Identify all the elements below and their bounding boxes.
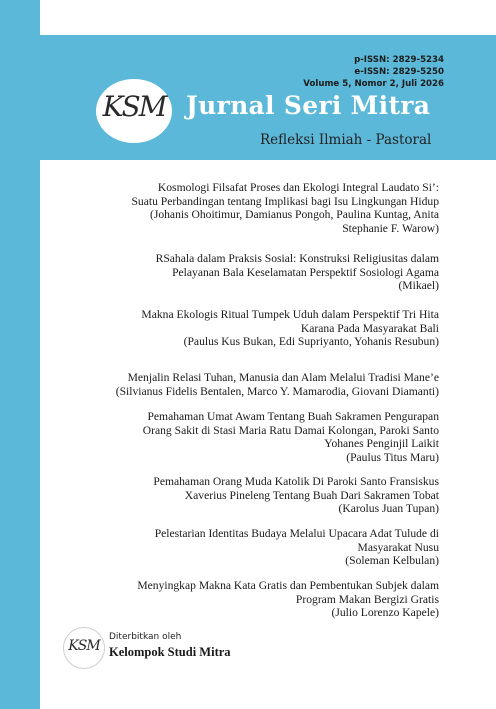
article-title: Pemahaman Umat Awam Tentang Buah Sakramen Pengurapan bbox=[147, 410, 439, 423]
article-title: Orang Sakit di Stasi Maria Ratu Damai Kolongan, Paroki Santo bbox=[142, 423, 439, 437]
article-title: Menjalin Relasi Tuhan, Manusia dan Alam Melalui Tradisi Mane’e bbox=[127, 371, 439, 384]
article-authors: (Paulus Titus Maru) bbox=[346, 450, 439, 464]
journal-subtitle: Refleksi Ilmiah - Pastoral bbox=[260, 132, 432, 148]
article-title: Kosmologi Filsafat Proses dan Ekologi Integral Laudato Si’: bbox=[157, 181, 439, 194]
article-title: Makna Ekologis Ritual Tumpek Uduh dalam Perspektif Tri Hita bbox=[141, 308, 439, 321]
journal-title: Jurnal Seri Mitra bbox=[186, 91, 431, 120]
article-title: Menyingkap Makna Kata Gratis dan Pembentukan Subjek dalam bbox=[137, 579, 439, 592]
article-entry bbox=[55, 579, 439, 620]
article-title: RSahala dalam Praksis Sosial: Konstruksi Religiusitas dalam bbox=[155, 252, 439, 265]
article-title: Suatu Perbandingan tentang Implikasi bagi Isu Lingkungan Hidup bbox=[131, 194, 439, 208]
article-entry bbox=[55, 252, 439, 293]
article-title: Karana Pada Masyarakat Bali bbox=[300, 321, 439, 335]
article-title: Pelayanan Bala Keselamatan Perspektif Sosiologi Agama bbox=[172, 265, 439, 279]
article-entry bbox=[55, 527, 439, 568]
article-title: Yohanes Penginjil Laikit bbox=[324, 437, 439, 451]
article-authors: (Paulus Kus Bukan, Edi Supriyanto, Yohanis Resubun) bbox=[183, 335, 439, 349]
article-title: Program Makan Bergizi Gratis bbox=[295, 592, 439, 606]
article-entry bbox=[55, 410, 439, 464]
article-title: Pelestarian Identitas Budaya Melalui Upacara Adat Tulude di bbox=[154, 527, 439, 540]
article-authors: (Karolus Juan Tupan) bbox=[338, 502, 439, 516]
article-entry bbox=[55, 475, 439, 516]
article-authors: Stephanie F. Warow) bbox=[342, 221, 439, 235]
article-entry bbox=[55, 371, 439, 398]
article-title: Xaverius Pineleng Tentang Buah Dari Sakramen Tobat bbox=[184, 488, 439, 502]
cover-sidebar-stripe bbox=[0, 0, 40, 709]
article-title: Pemahaman Orang Muda Katolik Di Paroki Santo Fransiskus bbox=[153, 475, 439, 488]
article-authors: (Julio Lorenzo Kapele) bbox=[331, 606, 439, 620]
article-entry bbox=[55, 308, 439, 349]
issn-online: e-ISSN: 2829-5250 bbox=[354, 67, 444, 77]
publisher-name: Kelompok Studi Mitra bbox=[109, 645, 231, 659]
article-authors: (Mikael) bbox=[398, 279, 439, 293]
journal-logo bbox=[96, 79, 172, 143]
article-authors: (Johanis Ohoitimur, Damianus Pongoh, Paulina Kuntag, Anita bbox=[149, 208, 439, 222]
issn-print: p-ISSN: 2829-5234 bbox=[354, 55, 444, 65]
article-entry bbox=[55, 181, 439, 235]
journal-logo-text: KSM bbox=[102, 90, 166, 123]
publisher-label: Diterbitkan oleh bbox=[109, 632, 182, 642]
issn-block bbox=[303, 54, 444, 90]
article-title: Masyarakat Nusu bbox=[357, 540, 439, 554]
publisher-logo bbox=[63, 627, 105, 669]
article-authors: (Soleman Kelbulan) bbox=[345, 554, 439, 568]
volume-info: Volume 5, Nomor 2, Juli 2026 bbox=[303, 79, 444, 89]
publisher-logo-text: KSM bbox=[68, 638, 100, 654]
article-authors: (Silvianus Fidelis Bentalen, Marco Y. Mamarodia, Giovani Diamanti) bbox=[115, 384, 439, 398]
